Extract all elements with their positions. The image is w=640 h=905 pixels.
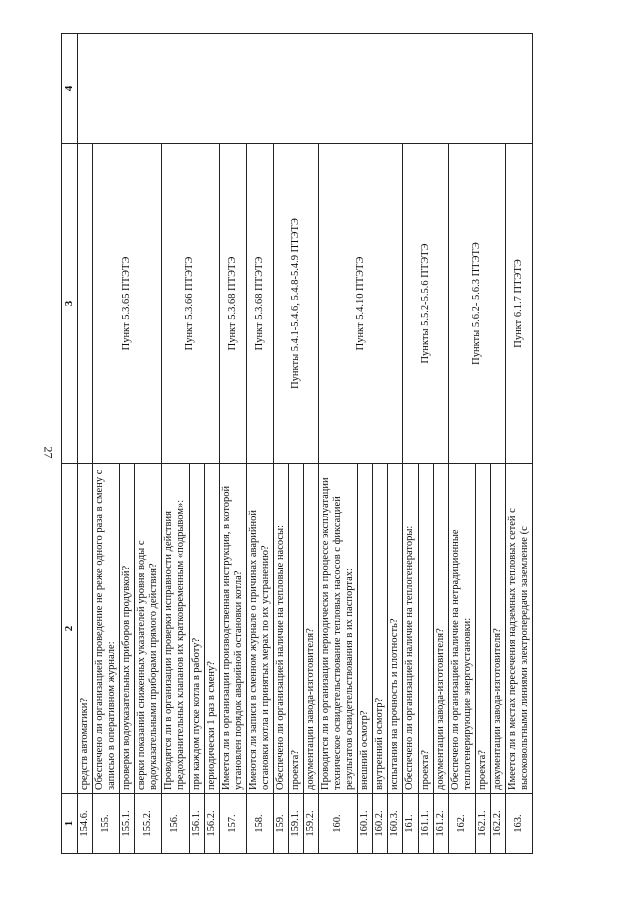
row-reference: Пункт 5.3.65 ПТЭТЭ (93, 144, 162, 464)
row-number: 160.1. (358, 794, 373, 854)
row-question: проекта? (418, 464, 433, 794)
row-number: 155.1. (120, 794, 135, 854)
row-question: Обеспечено ли организацией наличие на нетрадиционные теплогенерирующие энергоустановки: (448, 464, 475, 794)
row-number: 157. (219, 794, 246, 854)
notes-cell (78, 34, 533, 144)
row-question: проекта? (288, 464, 303, 794)
row-number: 159.1. (288, 794, 303, 854)
row-number: 161. (403, 794, 418, 854)
row-number: 162.2. (490, 794, 505, 854)
table-row (162, 34, 189, 854)
row-question: средств автоматики? (78, 464, 93, 794)
row-number: 161.2. (433, 794, 448, 854)
table-row (78, 34, 93, 854)
rotated-table-wrapper (61, 34, 599, 854)
row-question: Имеется ли в местах пересечения надземных тепловых сетей с высоковольтными линиями электропередачи заземление (с (505, 464, 532, 794)
row-number: 159. (273, 794, 288, 854)
table-row (319, 34, 358, 854)
row-question: документации завода-изготовителя? (304, 464, 319, 794)
row-question: проверки водоуказательных приборов продувкой? (120, 464, 135, 794)
row-number: 156.2. (204, 794, 219, 854)
row-question: Обеспечено ли организацией наличие на теплогенераторы: (403, 464, 418, 794)
row-reference: Пункты 5.5.2-5.5.6 ПТЭТЭ (403, 144, 448, 464)
row-number: 158. (246, 794, 273, 854)
row-number: 156.1. (189, 794, 204, 854)
row-reference (78, 144, 93, 464)
header-row (62, 34, 78, 854)
row-question: Имеется ли в организации производственная инструкция, в которой установлен порядок аварийной остановки котла? (219, 464, 246, 794)
row-reference: Пункт 5.3.68 ПТЭТЭ (219, 144, 246, 464)
row-number: 161.1. (418, 794, 433, 854)
header-col-1: 1 (62, 794, 78, 854)
row-question: внешний осмотр? (358, 464, 373, 794)
row-number: 155. (93, 794, 120, 854)
row-reference: Пункт 5.3.66 ПТЭТЭ (162, 144, 219, 464)
table-row (246, 34, 273, 854)
row-number: 159.2. (304, 794, 319, 854)
row-question: документации завода-изготовителя? (433, 464, 448, 794)
row-question: документации завода-изготовителя? (490, 464, 505, 794)
header-col-3: 3 (62, 144, 78, 464)
table-row (219, 34, 246, 854)
row-reference: Пункт 6.1.7 ПТЭТЭ (505, 144, 532, 464)
row-number: 163. (505, 794, 532, 854)
row-question: периодически 1 раз в смену? (204, 464, 219, 794)
row-number: 154.6. (78, 794, 93, 854)
row-number: 160. (319, 794, 358, 854)
row-question: внутренний осмотр? (373, 464, 388, 794)
table-row (403, 34, 418, 854)
row-reference: Пункт 5.3.68 ПТЭТЭ (246, 144, 273, 464)
row-question: при каждом пуске котла в работу? (189, 464, 204, 794)
row-number: 160.3. (388, 794, 403, 854)
row-number: 162.1. (475, 794, 490, 854)
row-question: Обеспечено ли организацией проведение не реже одного раза в смену с записью в оперативном журнале: (93, 464, 120, 794)
header-col-2: 2 (62, 464, 78, 794)
row-number: 162. (448, 794, 475, 854)
checklist-table (61, 33, 533, 854)
row-question: Имеются ли записи в сменном журнале о причинах аварийной остановки котла и принятых мерах по их устранению? (246, 464, 273, 794)
row-question: Проводятся ли в организации проверки исправности действия предохранительных клапанов их кратковременным «подрывом»: (162, 464, 189, 794)
row-question: Обеспечено ли организацией наличие на тепловые насосы: (273, 464, 288, 794)
table-row (273, 34, 288, 854)
table-row (93, 34, 120, 854)
row-question: испытания на прочность и плотность? (388, 464, 403, 794)
row-reference: Пункты 5.6.2- 5.6.3 ПТЭТЭ (448, 144, 505, 464)
row-question: сверки показаний сниженных указателей уровня воды с водоуказательными приборами прямого действия? (135, 464, 162, 794)
row-number: 160.2. (373, 794, 388, 854)
table-row (505, 34, 532, 854)
row-question: Проводится ли в организации периодически в процессе эксплуатации техническое освидетельствование тепловых насосов с фиксацией результатов освидетельствования в их паспортах: (319, 464, 358, 794)
table-row (448, 34, 475, 854)
row-reference: Пункт 5.4.10 ПТЭТЭ (319, 144, 403, 464)
header-col-4: 4 (62, 34, 78, 144)
row-number: 156. (162, 794, 189, 854)
row-number: 155.2. (135, 794, 162, 854)
page-number: 27 (41, 446, 56, 459)
row-reference: Пункты 5.4.1-5.4.6, 5.4.8-5.4.9 ПТЭТЭ (273, 144, 318, 464)
row-question: проекта? (475, 464, 490, 794)
